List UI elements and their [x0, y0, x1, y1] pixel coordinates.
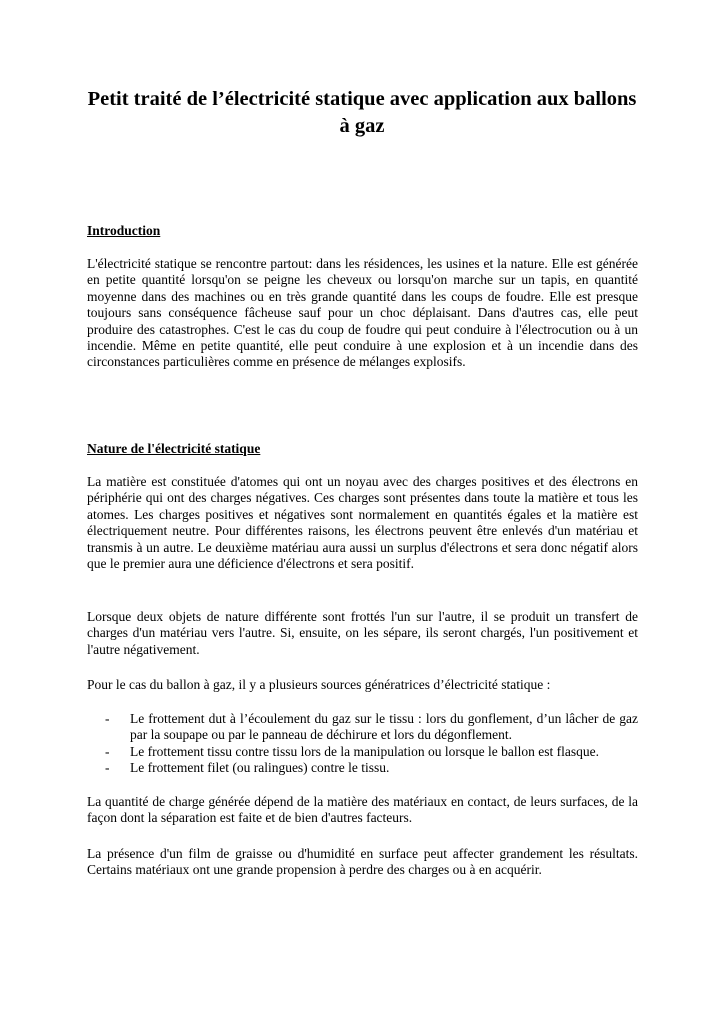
list-item	[87, 744, 638, 760]
paragraph-matiere: La matière est constituée d'atomes qui ont un noyau avec des charges positives et des électrons en périphérie qui ont des charges négatives. Ces charges sont présentes dans toute la matière et tous les atomes. Les charges positives et négatives sont normalement en quantités égales et la matière est électriquement neutre. Pour différentes raisons, les électrons peuvent être enlevés d'un matériau et transmis à un autre. Le deuxième matériau aura aussi un surplus d'électrons et sera donc négatif alors que le premier aura une déficience d'électrons et sera positif.	[87, 474, 638, 572]
bullet-dash: -	[105, 711, 110, 726]
paragraph-film-graisse: La présence d'un film de graisse ou d'humidité en surface peut affecter grandement les résultats. Certains matériaux ont une grande propension à perdre des charges ou à en acquérir.	[87, 846, 638, 878]
list-item	[87, 760, 638, 776]
document-title: Petit traité de l’électricité statique avec application aux ballons à gaz	[87, 88, 637, 137]
list-item	[87, 711, 638, 744]
bullet-list-sources	[87, 711, 638, 777]
paragraph-frottement: Lorsque deux objets de nature différente sont frottés l'un sur l'autre, il se produit un transfert de charges d'un matériau vers l'autre. Si, ensuite, on les sépare, ils seront chargés, l'un positivement et l'autre négativement.	[87, 609, 638, 657]
list-item-text: Le frottement dut à l’écoulement du gaz sur le tissu : lors du gonflement, d’un lâcher de gaz par la soupape ou par le panneau de déchirure et lors du dégonflement.	[130, 711, 638, 743]
section-heading-nature: Nature de l'électricité statique	[87, 441, 261, 456]
section-heading-introduction: Introduction	[87, 223, 161, 238]
list-item-text: Le frottement tissu contre tissu lors de la manipulation ou lorsque le ballon est flasque.	[130, 743, 600, 759]
bullet-dash: -	[105, 743, 110, 759]
bullet-dash: -	[105, 760, 110, 776]
list-item-text: Le frottement filet (ou ralingues) contre le tissu.	[130, 760, 390, 776]
paragraph-ballon-sources: Pour le cas du ballon à gaz, il y a plusieurs sources génératrices d’électricité statique :	[87, 677, 551, 692]
paragraph-introduction: L'électricité statique se rencontre partout: dans les résidences, les usines et la nature. Elle est générée en petite quantité lorsqu'on se peigne les cheveux ou lorsqu'on marche sur un tapis, en quantité moyenne dans des machines ou en très grande quantité dans les coups de foudre. Elle est presque toujours sans conséquence fâcheuse sauf pour un choc déplaisant. Dans d'autres cas, elle peut produire des catastrophes. C'est le cas du coup de foudre qui peut conduire à l'électrocution ou à un incendie. Même en petite quantité, elle peut conduire à une explosion et à un incendie dans des circonstances particulières comme en présence de mélanges explosifs.	[87, 256, 638, 370]
paragraph-quantite-charge: La quantité de charge générée dépend de la matière des matériaux en contact, de leurs surfaces, de la façon dont la séparation est faite et de bien d'autres facteurs.	[87, 794, 638, 826]
